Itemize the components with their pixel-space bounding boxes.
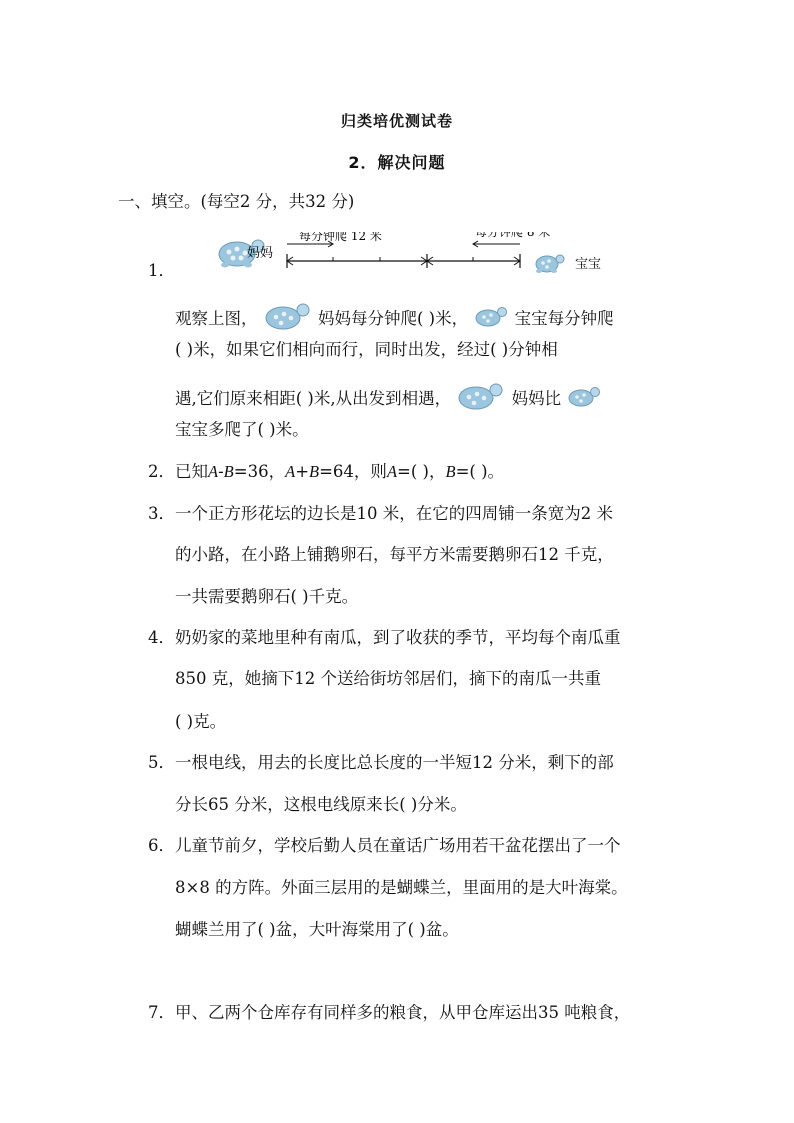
q6-line-2: 8×8 的方阵。外面三层用的是蝴蝶兰，里面用的是大叶海棠。 xyxy=(175,878,628,897)
q7-line-1 xyxy=(148,1001,630,1025)
q1-number: 1． xyxy=(148,261,175,280)
q5-line-1 xyxy=(148,751,614,775)
q1-line-2: ( )米，如果它们相向而行，同时出发，经过( )分钟相 xyxy=(175,340,558,359)
q1-line-4: 宝宝多爬了( )米。 xyxy=(175,420,309,439)
q2-var-a-2: A xyxy=(285,462,296,481)
baby-turtle-inline-icon xyxy=(473,303,509,336)
q5-line-2: 分长65 分米，这根电线原来长( )分米。 xyxy=(175,795,467,814)
sub-title: 2．解决问题 xyxy=(348,153,446,172)
baby-speed-label: 每分钟爬 8 米 xyxy=(475,232,551,239)
mom-turtle-inline-icon-2 xyxy=(456,380,506,419)
q6-line-3: 蝴蝶兰用了( )盆，大叶海棠用了( )盆。 xyxy=(175,920,459,939)
q1-line-1-a: 观察上图， xyxy=(175,309,258,328)
q5-number: 5． xyxy=(148,753,175,772)
main-title: 归类培优测试卷 xyxy=(340,112,453,130)
q2-text-7: =( )。 xyxy=(455,462,505,481)
q1-line-1 xyxy=(175,300,614,339)
meeting-diagram-svg xyxy=(215,232,610,282)
mom-turtle-inline-icon xyxy=(263,300,313,339)
q2-text-4: + xyxy=(295,462,310,481)
q3-text-1: 一个正方形花坛的边长是10 米，在它的四周铺一条宽为2 米 xyxy=(175,504,613,523)
q7-number: 7． xyxy=(148,1003,175,1022)
baby-label: 宝宝 xyxy=(575,257,602,272)
q4-number: 4． xyxy=(148,628,175,647)
q2-text-3: =36， xyxy=(233,462,286,481)
q4-line-1 xyxy=(148,626,621,650)
q1-line-3 xyxy=(175,380,602,419)
q3-line-2: 的小路，在小路上铺鹅卵石，每平方米需要鹅卵石12 千克， xyxy=(175,545,614,564)
q2-var-b-1: B xyxy=(223,462,234,481)
q3-line-1 xyxy=(148,502,613,526)
q3-line-3: 一共需要鹅卵石( )千克。 xyxy=(175,587,359,606)
q2-number: 2． xyxy=(148,462,175,481)
q4-line-2: 850 克，她摘下12 个送给街坊邻居们，摘下的南瓜一共重 xyxy=(175,669,601,688)
q2 xyxy=(148,460,504,484)
mom-label: 妈妈 xyxy=(247,246,274,261)
section-heading: 一、填空。(每空2 分，共32 分) xyxy=(118,192,355,211)
q2-var-b-3: B xyxy=(445,462,456,481)
q2-text-1: 已知 xyxy=(175,462,208,481)
q2-text-2: - xyxy=(218,462,224,481)
q2-text-5: =64，则 xyxy=(319,462,387,481)
q2-var-a-1: A xyxy=(208,462,219,481)
q6-text-1: 儿童节前夕，学校后勤人员在童话广场用若干盆花摆出了一个 xyxy=(175,836,621,855)
q4-text-1: 奶奶家的菜地里种有南瓜，到了收获的季节，平均每个南瓜重 xyxy=(175,628,621,647)
q1-line-1-c: 宝宝每分钟爬 xyxy=(514,309,614,328)
q7-text-1: 甲、乙两个仓库存有同样多的粮食，从甲仓库运出35 吨粮食， xyxy=(175,1003,631,1022)
mom-speed-label: 每分钟爬 12 米 xyxy=(299,232,382,243)
q6-number: 6． xyxy=(148,836,175,855)
q5-text-1: 一根电线，用去的长度比总长度的一半短12 分米，剩下的部 xyxy=(175,753,614,772)
q1-line-3-b: 妈妈比 xyxy=(511,389,562,408)
q4-line-3: ( )克。 xyxy=(175,712,227,731)
baby-turtle-inline-icon-2 xyxy=(566,383,602,416)
q2-var-a-3: A xyxy=(386,462,398,481)
baby-turtle-icon xyxy=(536,255,564,273)
q2-text-6: =( )， xyxy=(397,462,446,481)
meeting-diagram xyxy=(215,232,610,282)
q6-line-1 xyxy=(148,834,621,858)
q1-line-3-a: 遇,它们原来相距( )米,从出发到相遇， xyxy=(175,389,452,408)
q1-line-1-b: 妈妈每分钟爬( )米， xyxy=(318,309,469,328)
q2-var-b-2: B xyxy=(309,462,320,481)
q3-number: 3． xyxy=(148,504,175,523)
